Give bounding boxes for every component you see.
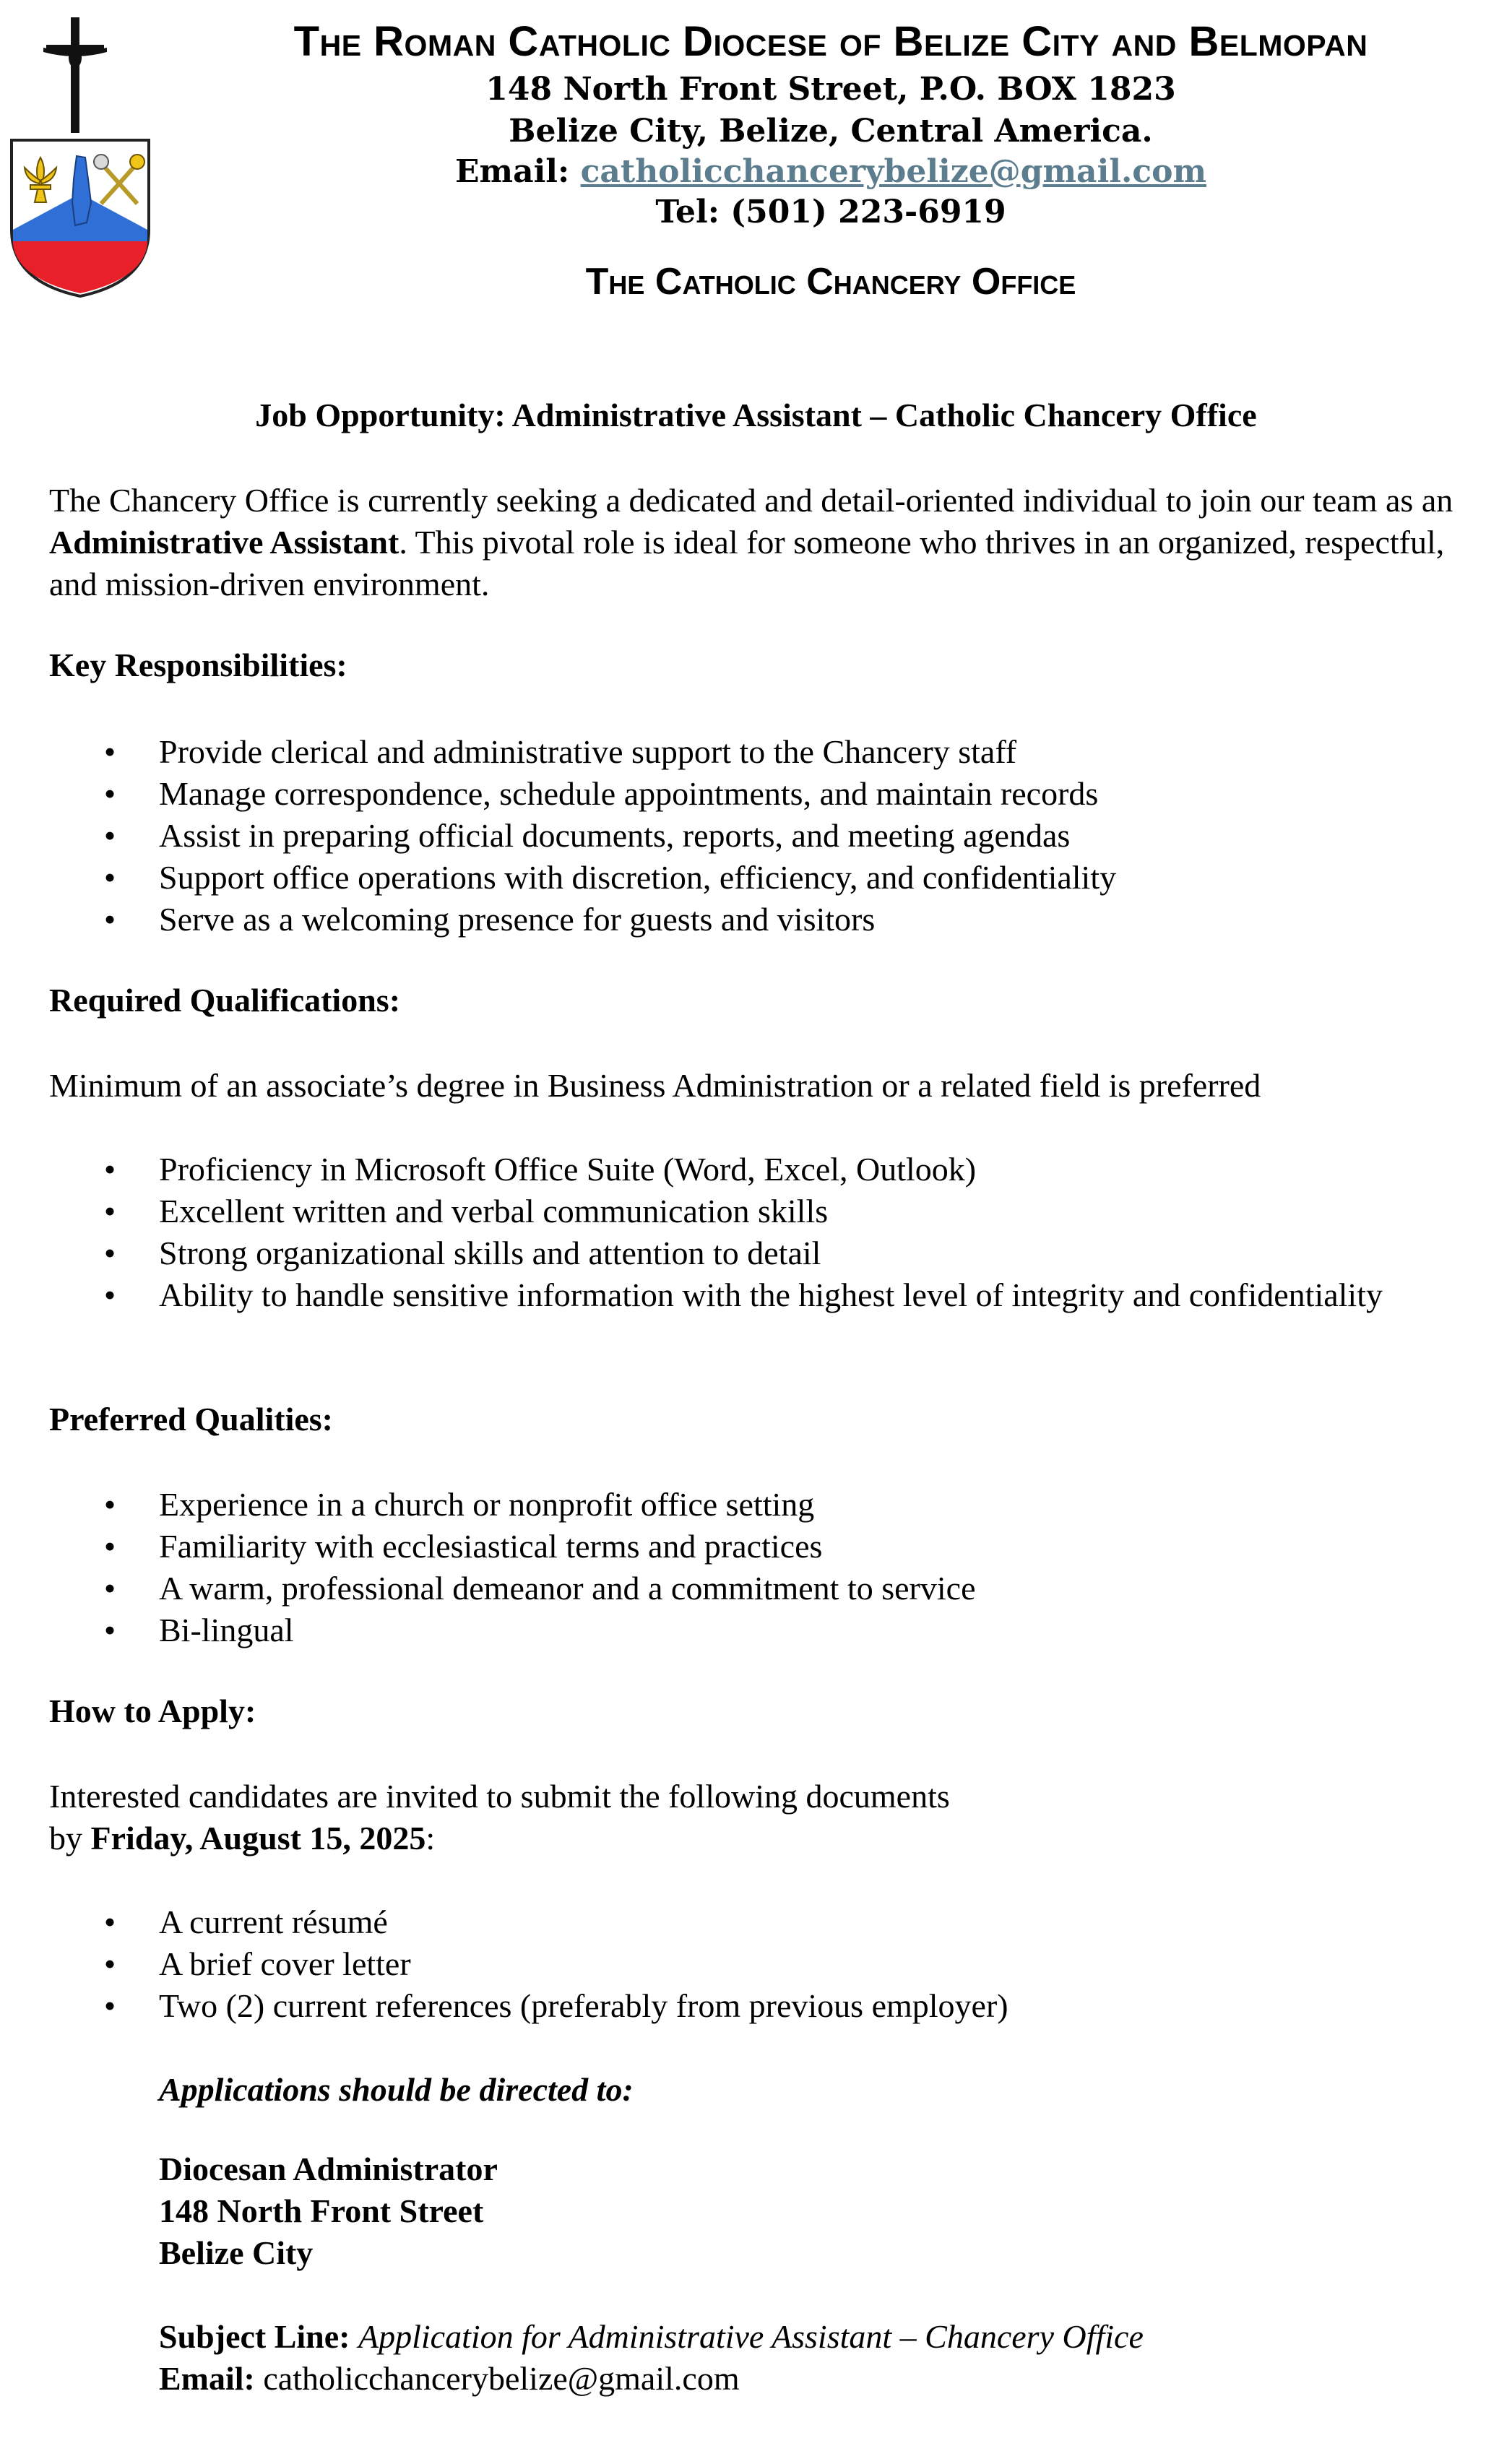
apply-intro-line-2: [49, 1817, 1465, 1859]
list-item: • Strong organizational skills and attention to detail: [49, 1232, 1422, 1274]
apply-intro-by: by: [49, 1820, 91, 1856]
intro-text-2: . This pivotal role is ideal for someone who thrives in an organized, respectful, and mission-driven environment.: [49, 524, 1445, 602]
preferred-heading: Preferred Qualities:: [49, 1401, 333, 1438]
apply-intro-colon: :: [425, 1820, 436, 1856]
list-item: • Experience in a church or nonprofit office setting: [49, 1484, 1422, 1526]
email-address[interactable]: catholicchancerybelize@gmail.com: [263, 2360, 740, 2397]
qualifications-list: [49, 1149, 1422, 1316]
apply-deadline: Friday, August 15, 2025: [90, 1820, 426, 1856]
list-item: • Manage correspondence, schedule appointments, and maintain records: [49, 773, 1422, 815]
qualifications-heading: Required Qualifications:: [49, 982, 401, 1019]
list-item: • Familiarity with ecclesiastical terms and practices: [49, 1526, 1422, 1568]
list-item: • Two (2) current references (preferably from previous employer): [49, 1985, 1422, 2027]
letterhead-address: 148 North Front Street, P.O. BOX 1823: [485, 71, 1176, 108]
documents-list: [49, 1901, 1422, 2027]
directed-to: Applications should be directed to:: [159, 2071, 634, 2108]
email-line: [159, 2358, 740, 2400]
letterhead-office: The Catholic Chancery Office: [585, 261, 1076, 303]
intro-paragraph: [49, 480, 1465, 605]
responsibilities-heading: Key Responsibilities:: [49, 647, 347, 683]
list-item: • A current résumé: [49, 1901, 1422, 1943]
apply-intro: [49, 1776, 1465, 1859]
list-item: • A brief cover letter: [49, 1943, 1422, 1985]
recipient-city: Belize City: [159, 2234, 314, 2271]
apply-heading: How to Apply:: [49, 1693, 256, 1729]
apply-intro-line-1: Interested candidates are invited to submit the following documents: [49, 1778, 950, 1815]
responsibilities-list: [49, 731, 1422, 941]
list-item: • Support office operations with discretion, efficiency, and confidentiality: [49, 857, 1422, 899]
letterhead-tel: Tel: (501) 223-6919: [655, 194, 1006, 230]
list-item: • A warm, professional demeanor and a commitment to service: [49, 1568, 1422, 1609]
recipient-name: Diocesan Administrator: [159, 2150, 498, 2187]
intro-text-1: The Chancery Office is currently seeking a dedicated and detail-oriented individual to join our team as an: [49, 482, 1453, 519]
list-item: • Provide clerical and administrative support to the Chancery staff: [49, 731, 1422, 773]
list-item: • Serve as a welcoming presence for guests and visitors: [49, 899, 1422, 941]
letterhead-title: The Roman Catholic Diocese of Belize City and Belmopan: [293, 18, 1368, 65]
subject-text: Application for Administrative Assistant – Chancery Office: [358, 2318, 1144, 2355]
recipient-block: [159, 2148, 498, 2274]
list-item: • Bi-lingual: [49, 1609, 1422, 1651]
subject-line: [159, 2316, 1144, 2358]
subject-label: Subject Line:: [159, 2318, 358, 2355]
list-item: • Assist in preparing official documents, reports, and meeting agendas: [49, 815, 1422, 857]
qualifications-intro: Minimum of an associate’s degree in Business Administration or a related field is preferred: [49, 1067, 1261, 1104]
job-title: Job Opportunity: Administrative Assistant – Catholic Chancery Office: [255, 397, 1257, 433]
preferred-list: [49, 1484, 1422, 1651]
letterhead-email-line: [173, 153, 1488, 190]
list-item: • Ability to handle sensitive information with the highest level of integrity and confidentiality: [49, 1274, 1387, 1316]
coat-of-arms-icon: [0, 13, 159, 302]
email-label: Email:: [159, 2360, 264, 2397]
recipient-street: 148 North Front Street: [159, 2192, 484, 2229]
letterhead-city: Belize City, Belize, Central America.: [509, 113, 1153, 150]
letterhead-email-label: Email:: [454, 153, 581, 190]
diocese-coat-of-arms: [0, 13, 159, 302]
letterhead-email-link[interactable]: catholicchancerybelize@gmail.com: [580, 153, 1207, 190]
list-item: • Proficiency in Microsoft Office Suite (Word, Excel, Outlook): [49, 1149, 1422, 1190]
intro-role: Administrative Assistant: [49, 524, 399, 561]
list-item: • Excellent written and verbal communication skills: [49, 1190, 1422, 1232]
